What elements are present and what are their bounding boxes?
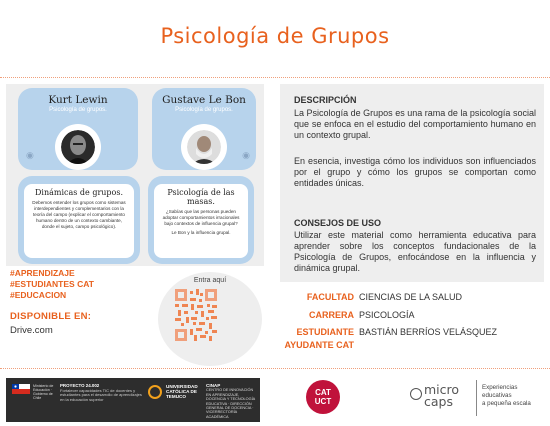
gov-logo-text: Ministerio de Educación · Gobierno de Chile bbox=[33, 384, 54, 400]
usage-text: Utilizar este material como herramienta educativa para aprender sobre los conceptos fundacionales de la Psicología de Grupos, enfocándose en la influencia y dinámica grupal. bbox=[294, 230, 536, 273]
tagline-line: Experiencias bbox=[482, 384, 518, 391]
microcaps-logo bbox=[408, 384, 459, 408]
cat-uct-logo bbox=[306, 380, 340, 414]
logo-divider bbox=[476, 380, 477, 416]
chile-flag-icon bbox=[12, 384, 30, 394]
cinap-info bbox=[206, 384, 258, 419]
qr-label: Entra aquí bbox=[193, 277, 227, 284]
brain-icon: ◉ bbox=[242, 150, 250, 160]
cinap-title: CINAP bbox=[206, 383, 221, 388]
page-title: Psicología de Grupos bbox=[160, 24, 390, 48]
micro-text: micro bbox=[424, 382, 460, 397]
tagline-line: a pequeña escala bbox=[482, 400, 531, 407]
hashtag[interactable]: #EDUCACION bbox=[10, 290, 67, 300]
card-dinamicas-de-grupos bbox=[18, 176, 140, 264]
bottom-divider bbox=[0, 368, 550, 369]
carrera-value: PSICOLOGÍA bbox=[359, 310, 415, 320]
card-gustave-le-bon bbox=[152, 88, 256, 170]
microcaps-tagline bbox=[482, 384, 531, 408]
card-content bbox=[154, 184, 248, 258]
person-portrait-icon bbox=[187, 130, 221, 164]
hashtag-list bbox=[10, 268, 94, 301]
portrait-image bbox=[55, 124, 101, 170]
drive-link[interactable]: Drive.com bbox=[10, 325, 53, 336]
card-text: ¿Sabías que las personas pueden adoptar comportamientos irracionales bajo contextos de influencia grupal? bbox=[162, 209, 240, 227]
project-title: PROYECTO 24.002 bbox=[60, 383, 100, 388]
ayudante-label: AYUDANTE CAT bbox=[284, 340, 354, 350]
hashtag[interactable]: #APRENDIZAJE bbox=[10, 268, 75, 278]
tagline-line: educativas bbox=[482, 392, 512, 399]
description-heading: DESCRIPCIÓN bbox=[294, 95, 357, 105]
top-divider bbox=[0, 77, 550, 78]
caps-text: caps bbox=[424, 394, 453, 409]
portrait-image bbox=[181, 124, 227, 170]
card-title: Kurt Lewin bbox=[48, 94, 108, 106]
hashtag[interactable]: #ESTUDIANTES CAT bbox=[10, 279, 94, 289]
card-psicologia-de-las-masas bbox=[148, 176, 254, 264]
available-label: DISPONIBLE EN: bbox=[10, 311, 92, 322]
sponsor-logos bbox=[6, 378, 260, 422]
qr-code-icon[interactable] bbox=[175, 289, 217, 341]
facultad-label: FACULTAD bbox=[306, 292, 354, 302]
uct-logo-icon bbox=[148, 385, 162, 399]
cinap-text: CENTRO DE INNOVACIÓN EN APRENDIZAJE, DOCENCIA Y TECNOLOGÍA EDUCATIVA · DIRECCIÓN GENERAL DE DOCENCIA · VICERRECTORÍA ACADÉMICA bbox=[206, 388, 255, 419]
uct-name: UNIVERSIDAD CATÓLICA DE TEMUCO bbox=[166, 384, 198, 400]
card-content bbox=[24, 184, 134, 258]
card-subtitle: Psicología de grupos. bbox=[175, 107, 233, 113]
card-text-secondary: Le Bon y la influencia grupal. bbox=[171, 230, 231, 236]
qr-section bbox=[158, 272, 262, 366]
project-text: Fortalecer capacidades TIC de docentes y estudiantes para el desarrollo de aprendizajes en la educación superior bbox=[60, 387, 142, 402]
brain-icon: ◉ bbox=[26, 150, 34, 160]
card-title: Dinámicas de grupos. bbox=[34, 188, 124, 197]
usage-heading: CONSEJOS DE USO bbox=[294, 218, 382, 228]
card-subtitle: Psicología de grupos. bbox=[49, 107, 107, 113]
facultad-value: CIENCIAS DE LA SALUD bbox=[359, 292, 463, 302]
card-text: Debemos entender los grupos como sistemas interdependientes y complementarios con la teoría del campo (explicar el comportamiento humano dentro de un contexto cambiante, donde el sujeto, campo psicológico). bbox=[32, 200, 126, 230]
project-info bbox=[60, 384, 144, 402]
card-kurt-lewin bbox=[18, 88, 138, 170]
description-paragraph-1: La Psicología de Grupos es una rama de la psicología social que se enfoca en el estudio del comportamiento humano en un contexto grupal. bbox=[294, 108, 536, 140]
estudiante-value: BASTIÁN BERRÍOS VELÁSQUEZ bbox=[359, 327, 498, 337]
carrera-label: CARRERA bbox=[309, 310, 354, 320]
card-title: Psicología de las masas. bbox=[167, 188, 235, 207]
person-portrait-icon bbox=[61, 130, 95, 164]
description-paragraph-2: En esencia, investiga cómo los individuos son influenciados por el grupo y cómo los grupos se comportan como entidades únicas. bbox=[294, 156, 536, 188]
footer bbox=[0, 374, 550, 426]
cat-text: CAT bbox=[315, 388, 331, 397]
estudiante-label: ESTUDIANTE bbox=[296, 327, 354, 337]
card-title: Gustave Le Bon bbox=[162, 94, 246, 106]
uct-text: UCT bbox=[314, 397, 332, 406]
